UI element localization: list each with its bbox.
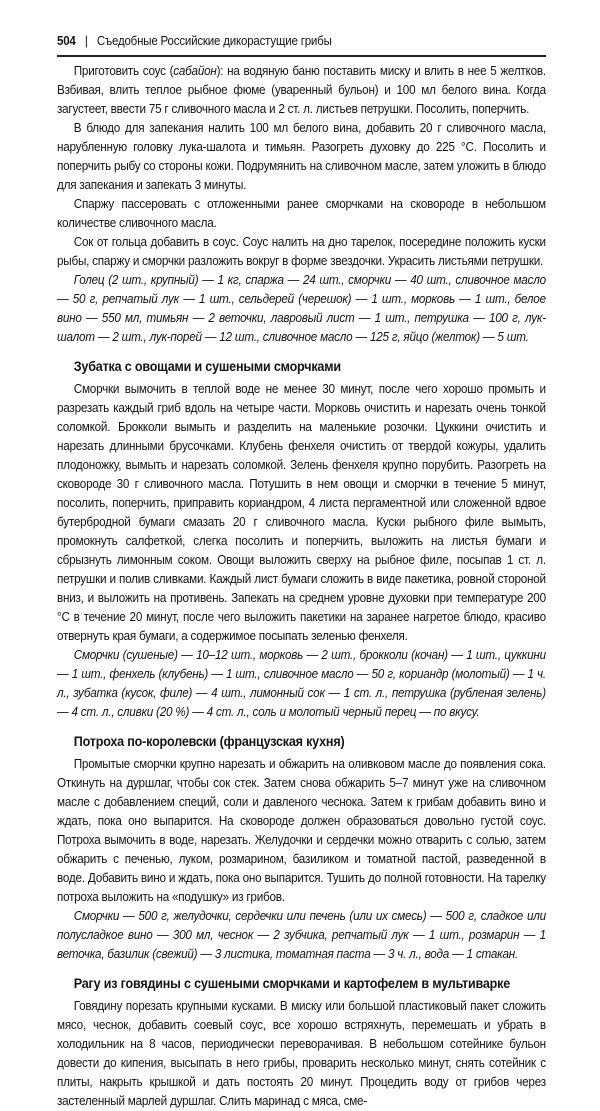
ingredients-list: Голец (2 шт., крупный) — 1 кг, спаржа — 24 шт., сморчки — 40 шт., сливочное масло — 50 г, репчатый лук — 1 шт., сельдерей (черешок) — 1 шт., морковь — 1 шт., белое вино — 550 мл, тимьян — 2 веточки, лавровый лист — 1 шт., петрушка — 100 г, лук-шалот — 2 шт., лук-порей — 12 шт., сливочное масло — 125 г, яйцо (желток) — 5 шт. bbox=[57, 273, 546, 344]
recipe-zubatka bbox=[57, 358, 546, 722]
running-header bbox=[57, 34, 543, 54]
recipe-ragu bbox=[57, 975, 546, 1111]
paragraph: В блюдо для запекания налить 100 мл белого вина, добавить 20 г сливочного масла, нарубленную головку лука-шалота и тимьян. Разогреть духовку до 225 °С. Посолить и поперчить рыбу со стороны кожи. Подрумянить на сливочном масле, затем уложить в блюдо для запекания и запекать 3 минуты. bbox=[57, 121, 546, 192]
paragraph: Сок от гольца добавить в соус. Соус налить на дно тарелок, посередине положить куски рыбы, спаржу и сморчки разложить вокруг в форме звездочки. Украсить листьями петрушки. bbox=[57, 235, 546, 268]
header-rule bbox=[57, 55, 546, 57]
book-page bbox=[57, 34, 546, 1111]
book-title: Съедобные Российские дикорастущие грибы bbox=[96, 34, 332, 48]
text: ): на водяную баню поставить миску и влить в нее 5 желтков. Взбивая, влить теплое рыбное фюме (уваренный бульон) и 100 мл белого вина. Когда загустеет, ввести 75 г сливочного масла и 2 ст. л. листьев петрушки. Посолить, поперчить. bbox=[57, 64, 546, 116]
paragraph: Сморчки вымочить в теплой воде не менее 30 минут, после чего хорошо промыть и разрезать каждый гриб вдоль на четыре части. Морковь очистить и нарезать очень тонкой соломкой. Брокколи вымыть и разделить на маленькие розочки. Цуккини очистить и нарезать длинными брусочками. Клубень фенхеля очистить от твердой кожуры, удалить плодоножку, вымыть и нарезать соломкой. Зелень фенхеля крупно порубить. Разогреть на сковороде 30 г сливочного масла. Потушить в нем овощи и сморчки в течение 5 минут, посолить, поперчить, приправить кориандром, 4 листа пергаментной или сложенной вдвое бутербродной бумаги смазать 20 г сливочного масла. Куски рыбного филе вымыть, промокнуть салфеткой, слегка посолить и поперчить, выложить на листья бумаги и сбрызнуть лимонным соком. Овощи выложить сверху на рыбное филе, посыпав 1 ст. л. петрушки и полив сливками. Каждый лист бумаги сложить в виде пакетика, ровной стороной вниз, и выложить на противень. Запекать на среднем уровне духовки при температуре 200 °С в течение 20 минут, после чего выложить пакетики на заранее нагретое блюдо, красиво отвернуть края бумаги, а содержимое посыпать зеленью фенхеля. bbox=[57, 382, 546, 643]
recipe-title: Рагу из говядины с сушеными сморчками и картофелем в мультиварке bbox=[73, 976, 511, 991]
recipe-golets bbox=[57, 62, 546, 347]
paragraph: Спаржу пассеровать с отложенными ранее сморчками на сковороде в небольшом количестве сливочного масла. bbox=[57, 197, 546, 230]
paragraph: Говядину порезать крупными кусками. В миску или большой пластиковый пакет сложить мясо, чеснок, добавить соевый соус, все хорошо встряхнуть, перемешать и убрать в холодильник на 8 часов, периодически переворачивая. В небольшом сотейнике бульон довести до кипения, высыпать в него грибы, проварить несколько минут, снять сотейник с плиты, накрыть крышкой и дать постоять 20 минут. Процедить воду от грибов через застеленный марлей дуршлаг. Слить маринад с мяса, сме- bbox=[57, 999, 546, 1108]
text: Приготовить соус ( bbox=[73, 64, 174, 78]
recipe-title: Потроха по-королевски (французская кухня) bbox=[73, 734, 345, 749]
emphasis-sabayon: сабайон bbox=[173, 64, 217, 78]
header-separator: | bbox=[84, 34, 88, 48]
ingredients-list: Сморчки (сушеные) — 10–12 шт., морковь — 2 шт., брокколи (кочан) — 1 шт., цуккини — 1 шт., фенхель (клубень) — 1 шт., сливочное масло — 50 г, кориандр (молотый) — 1 ч. л., зубатка (кусок, филе) — 4 шт., лимонный сок — 1 ст. л., петрушка (рубленая зелень) — 4 ст. л., сливки (20 %) — 4 ст. л., соль и молотый черный перец — по вкусу. bbox=[57, 648, 546, 719]
recipe-title: Зубатка с овощами и сушеными сморчками bbox=[73, 359, 341, 374]
page-body bbox=[57, 62, 546, 1111]
page-number: 504 bbox=[57, 34, 76, 48]
paragraph: Промытые сморчки крупно нарезать и обжарить на оливковом масле до появления сока. Откинуть на дуршлаг, чтобы сок стек. Затем снова обжарить 5–7 минут уже на сливочном масле с добавлением специй, соли и давленого чеснока. Затем к грибам добавить вино и ждать, пока оно выпарится. На сковороде должен образоваться довольно густой соус. Потроха вымочить в воде, нарезать. Желудочки и сердечки можно отварить с солью, затем обжарить с печенью, луком, розмарином, базиликом и томатной пастой, разведенной в воде. Добавить вино и ждать, пока оно выпарится. Тушить до полной готовности. На тарелку потроха выложить на «подушку» из грибов. bbox=[57, 757, 546, 904]
paragraph bbox=[57, 62, 546, 119]
ingredients-list: Сморчки — 500 г, желудочки, сердечки или печень (или их смесь) — 500 г, сладкое или полусладкое вино — 300 мл, чеснок — 2 зубчика, репчатый лук — 1 шт., розмарин — 1 веточка, базилик (свежий) — 3 листика, томатная паста — 3 ч. л., вода — 1 стакан. bbox=[57, 909, 546, 961]
recipe-potrokha bbox=[57, 733, 546, 964]
